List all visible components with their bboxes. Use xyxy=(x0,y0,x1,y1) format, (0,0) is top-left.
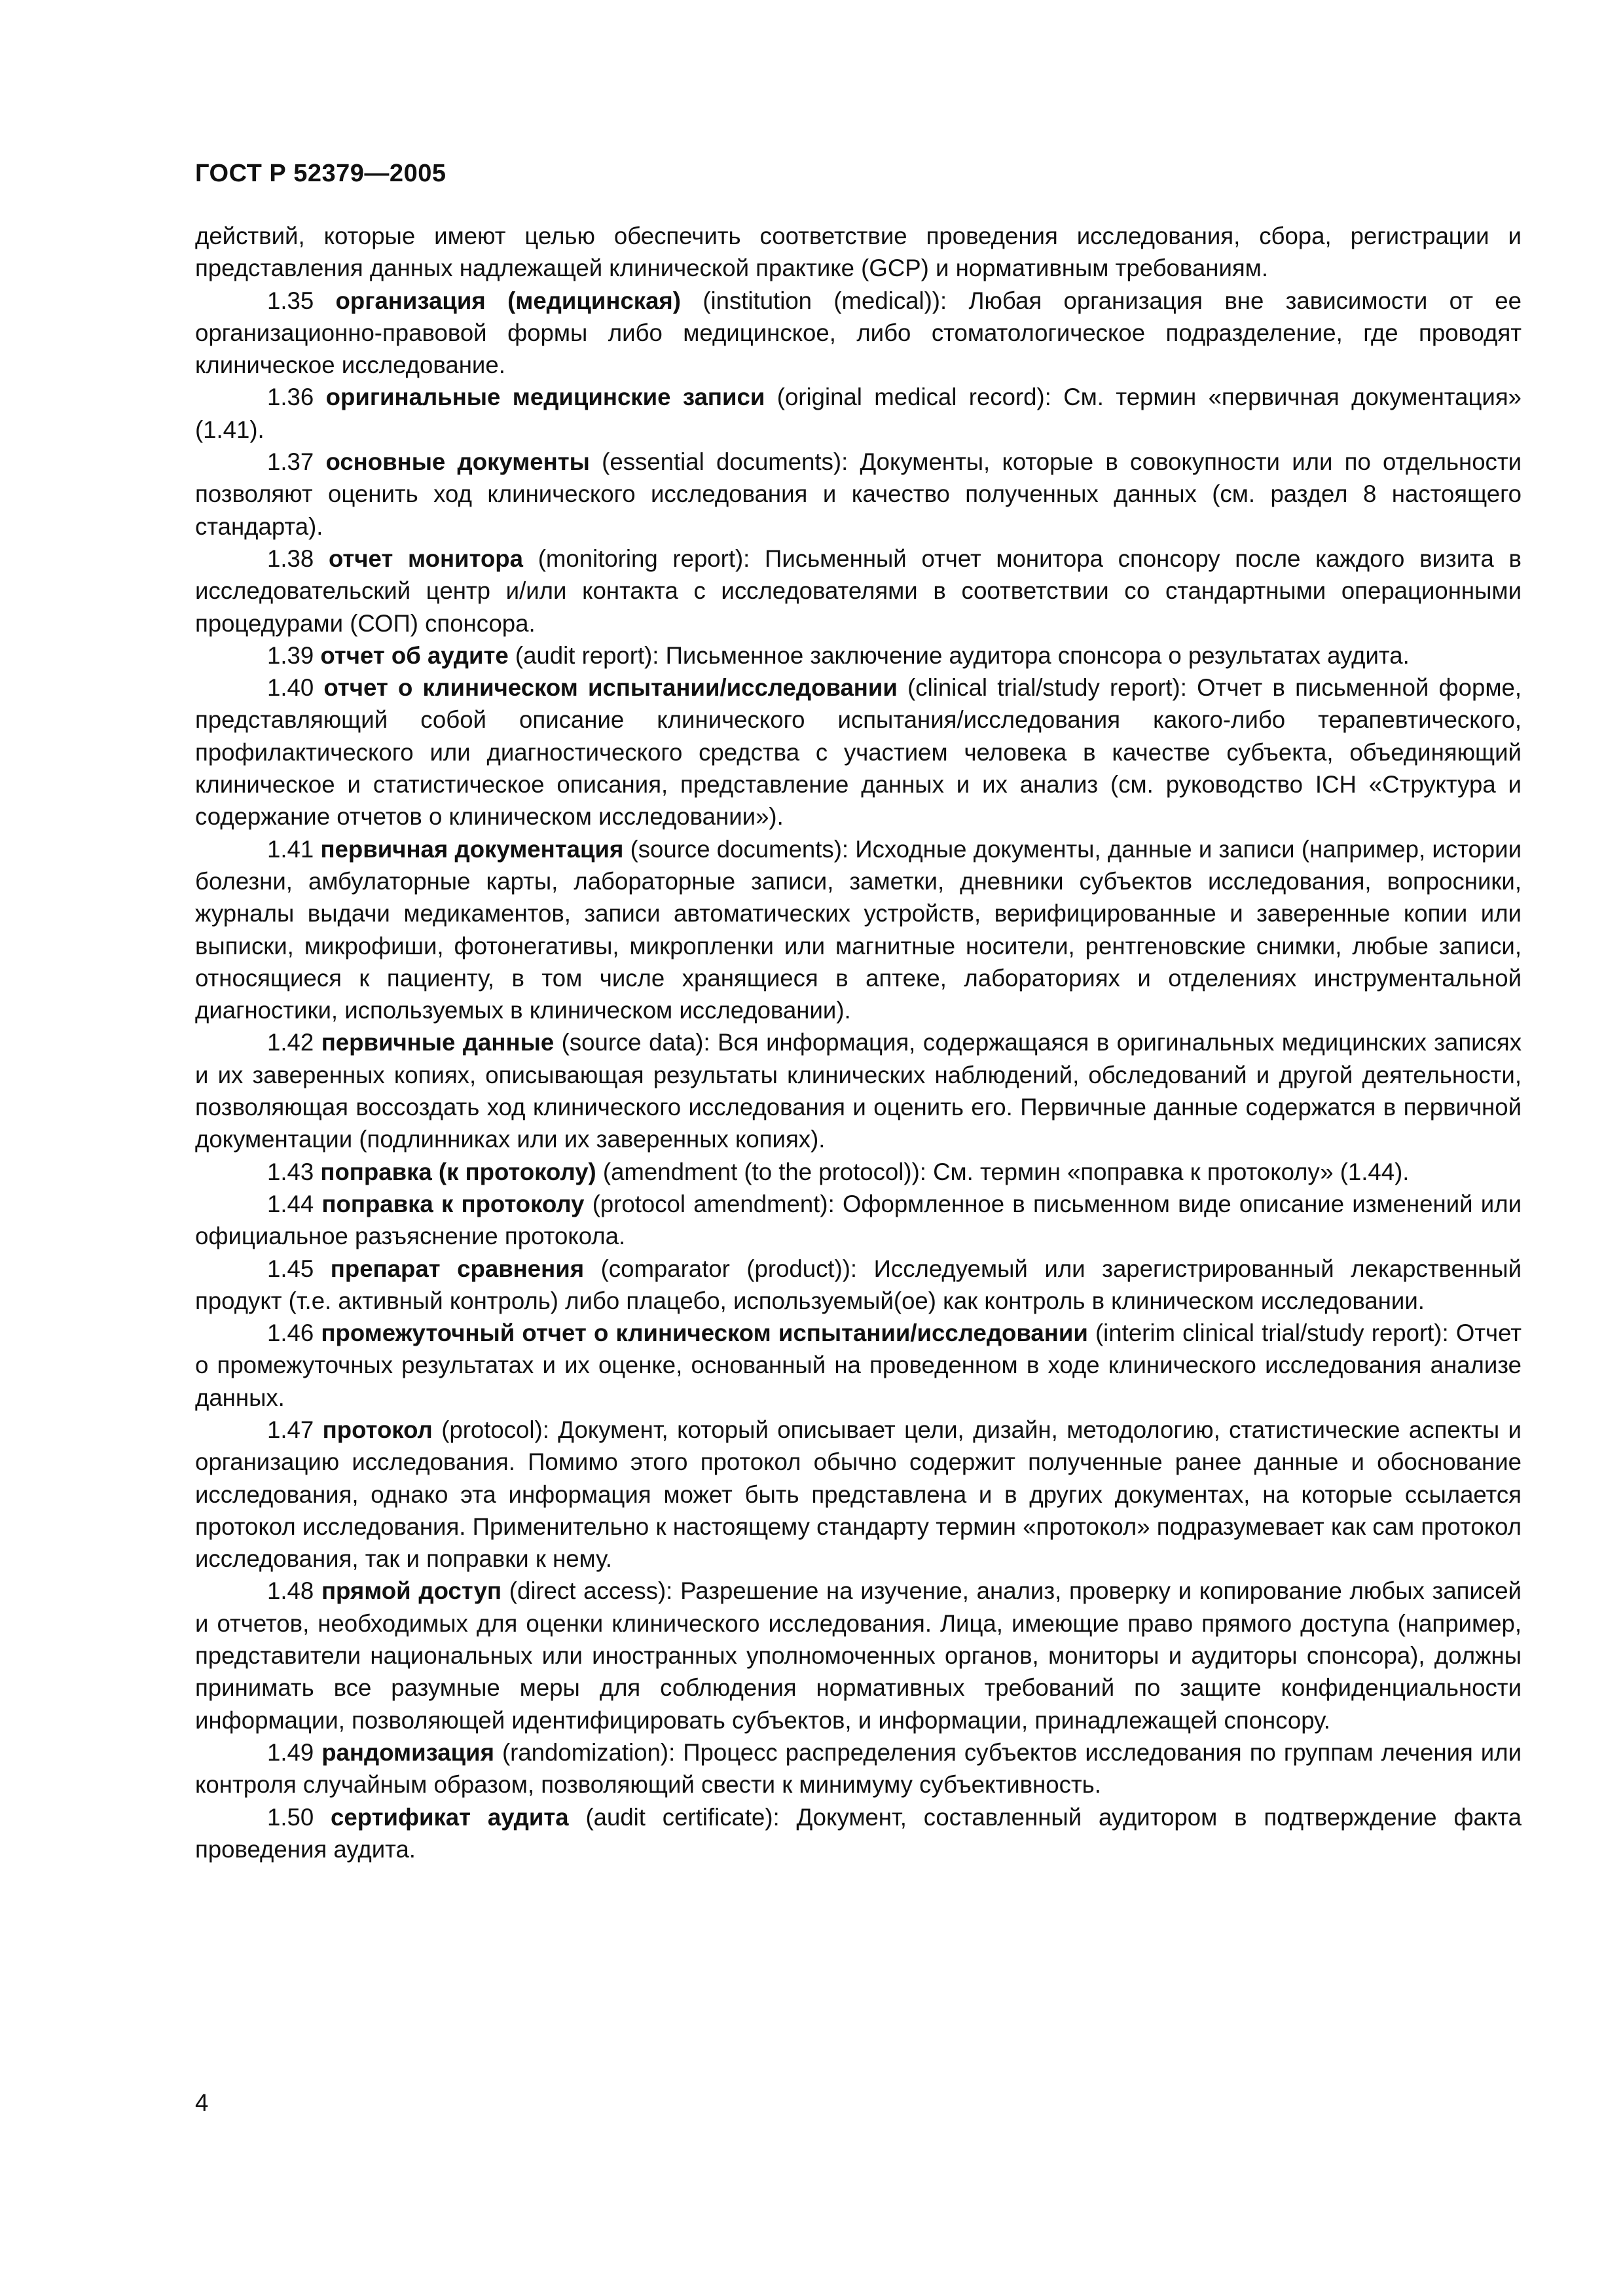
entry-definition: (protocol amendment): Оформленное в письменном виде описание изменений или официальное разъяснение протокола. xyxy=(195,1190,1522,1250)
entry-definition: (clinical trial/study report): Отчет в письменной форме, представляющий собой описание клинического испытания/исследования какого-либо терапевтического, профилактического или диагностического средства с участием человека в качестве субъекта, объединяющий клиническое и статистическое описания, представление данных и их анализ (см. руководство ICH «Структура и содержание отчетов о клиническом исследовании»). xyxy=(195,674,1522,831)
entry-definition: (source documents): Исходные документы, данные и записи (например, истории болезни, амбулаторные карты, лабораторные записи, заметки, дневники субъектов исследования, вопросники, журналы выдачи медикаментов, записи автоматических устройств, верифицированные и заверенные копии или выписки, микрофиши, фотонегативы, микропленки или магнитные носители, рентгеновские снимки, любые записи, относящиеся к пациенту, в том числе хранящиеся в аптеке, лабораториях и отделениях инструментальной диагностики, используемых в клиническом исследовании). xyxy=(195,835,1522,1024)
entry-term: отчет о клиническом испытании/исследовании xyxy=(323,674,898,702)
entry-number: 1.48 xyxy=(267,1577,314,1605)
entry-definition: (monitoring report): Письменный отчет монитора спонсору после каждого визита в исследовательский центр и/или контакта с исследователями в соответствии со стандартными операционными процедурами (СОП) спонсора. xyxy=(195,545,1522,637)
definition-entry xyxy=(195,1575,1522,1736)
entry-number: 1.43 xyxy=(267,1158,314,1185)
continuation-paragraph: действий, которые имеют целью обеспечить соответствие проведения исследования, сбора, регистрации и представления данных надлежащей клинической практике (GCP) и нормативным требованиям. xyxy=(195,223,1522,282)
entry-number: 1.47 xyxy=(267,1416,314,1443)
document-page xyxy=(195,157,1522,1865)
entry-term: рандомизация xyxy=(321,1738,494,1766)
definition-entry xyxy=(195,446,1522,543)
entry-term: отчет об аудите xyxy=(320,641,509,669)
entry-definition: (comparator (product)): Исследуемый или зарегистрированный лекарственный продукт (т.е. активный контроль) либо плацебо, используемый(ое) как контроль в клиническом исследовании. xyxy=(195,1255,1522,1314)
definition-list xyxy=(195,285,1522,1866)
entry-number: 1.42 xyxy=(267,1029,314,1056)
entry-term: оригинальные медицинские записи xyxy=(325,384,765,411)
definition-entry xyxy=(195,1736,1522,1801)
page-number: 4 xyxy=(195,2089,209,2116)
entry-definition: (amendment (to the protocol)): См. термин «поправка к протоколу» (1.44). xyxy=(602,1158,1410,1185)
definition-entry xyxy=(195,639,1522,672)
entry-definition: (randomization): Процесс распределения субъектов исследования по группам лечения или контроля случайным образом, позволяющий свести к минимуму субъективность. xyxy=(195,1738,1522,1799)
definition-entry xyxy=(195,381,1522,446)
entry-term: основные документы xyxy=(325,448,590,476)
entry-term: прямой доступ xyxy=(321,1577,502,1605)
definition-entry xyxy=(195,672,1522,833)
entry-definition: (audit certificate): Документ, составленный аудитором в подтверждение факта проведения аудита. xyxy=(195,1803,1522,1863)
definition-entry xyxy=(195,1317,1522,1414)
entry-term: отчет монитора xyxy=(328,545,523,572)
entry-number: 1.40 xyxy=(267,674,314,702)
entry-term: первичные данные xyxy=(321,1029,555,1056)
entry-number: 1.45 xyxy=(267,1255,314,1282)
entry-definition: (source data): Вся информация, содержащаяся в оригинальных медицинских записях и их заверенных копиях, описывающая результаты клинических наблюдений, обследований и другой деятельности, позволяющая воссоздать ход клинического исследования и оценить его. Первичные данные содержатся в первичной документации (подлинниках или их заверенных копиях). xyxy=(195,1029,1522,1153)
entry-definition: (original medical record): См. термин «первичная документация» (1.41). xyxy=(195,384,1522,443)
entry-term: сертификат аудита xyxy=(331,1803,569,1831)
entry-term: препарат сравнения xyxy=(330,1255,585,1282)
definition-entry xyxy=(195,1801,1522,1866)
entry-number: 1.37 xyxy=(267,448,314,476)
entry-term: протокол xyxy=(322,1416,433,1443)
entry-number: 1.50 xyxy=(267,1803,314,1831)
definition-entry xyxy=(195,1188,1522,1253)
definition-entry xyxy=(195,1414,1522,1575)
definition-entry xyxy=(195,1026,1522,1155)
entry-number: 1.39 xyxy=(267,641,314,669)
entry-term: поправка к протоколу xyxy=(321,1190,585,1217)
entry-definition: (interim clinical trial/study report): Отчет о промежуточных результатах и их оценке, основанный на проведенном в ходе клинического исследования анализе данных. xyxy=(195,1319,1522,1411)
entry-term: промежуточный отчет о клиническом испытании/исследовании xyxy=(321,1319,1088,1347)
entry-term: организация (медицинская) xyxy=(335,287,681,314)
entry-definition: (audit report): Письменное заключение аудитора спонсора о результатах аудита. xyxy=(515,641,1410,669)
definition-entry xyxy=(195,543,1522,639)
entry-number: 1.38 xyxy=(267,545,314,572)
definition-entry xyxy=(195,1253,1522,1318)
entry-definition: (institution (medical)): Любая организация вне зависимости от ее организационно-правовой формы либо медицинское, либо стоматологическое подразделение, где проводят клиническое исследование. xyxy=(195,287,1522,379)
entry-number: 1.41 xyxy=(267,835,314,863)
document-body xyxy=(195,220,1522,1865)
entry-term: первичная документация xyxy=(320,835,624,863)
entry-number: 1.46 xyxy=(267,1319,314,1347)
entry-number: 1.44 xyxy=(267,1190,314,1217)
entry-definition: (essential documents): Документы, которые в совокупности или по отдельности позволяют оценить ход клинического исследования и качество полученных данных (см. раздел 8 настоящего стандарта). xyxy=(195,448,1522,540)
definition-entry xyxy=(195,285,1522,382)
definition-entry xyxy=(195,1156,1522,1188)
entry-term: поправка (к протоколу) xyxy=(320,1158,596,1185)
definition-entry xyxy=(195,833,1522,1027)
entry-number: 1.35 xyxy=(267,287,314,314)
document-header-title: ГОСТ Р 52379—2005 xyxy=(195,160,447,187)
entry-number: 1.36 xyxy=(267,384,314,411)
entry-definition: (protocol): Документ, который описывает цели, дизайн, методологию, статистические аспекты и организацию исследования. Помимо этого протокол обычно содержит полученные ранее данные и обоснование исследования, однако эта информация может быть представлена и в других документах, на которые ссылается протокол исследования. Применительно к настоящему стандарту термин «протокол» подразумевает как сам протокол исследования, так и поправки к нему. xyxy=(195,1416,1522,1573)
entry-definition: (direct access): Разрешение на изучение, анализ, проверку и копирование любых записей и отчетов, необходимых для оценки клинического исследования. Лица, имеющие право прямого доступа (например, представители национальных или иностранных уполномоченных органов, мониторы и аудиторы спонсора), должны принимать все разумные меры для соблюдения нормативных требований по защите конфиденциальности информации, позволяющей идентифицировать субъектов, и информации, принадлежащей спонсору. xyxy=(195,1577,1522,1734)
entry-number: 1.49 xyxy=(267,1738,314,1766)
